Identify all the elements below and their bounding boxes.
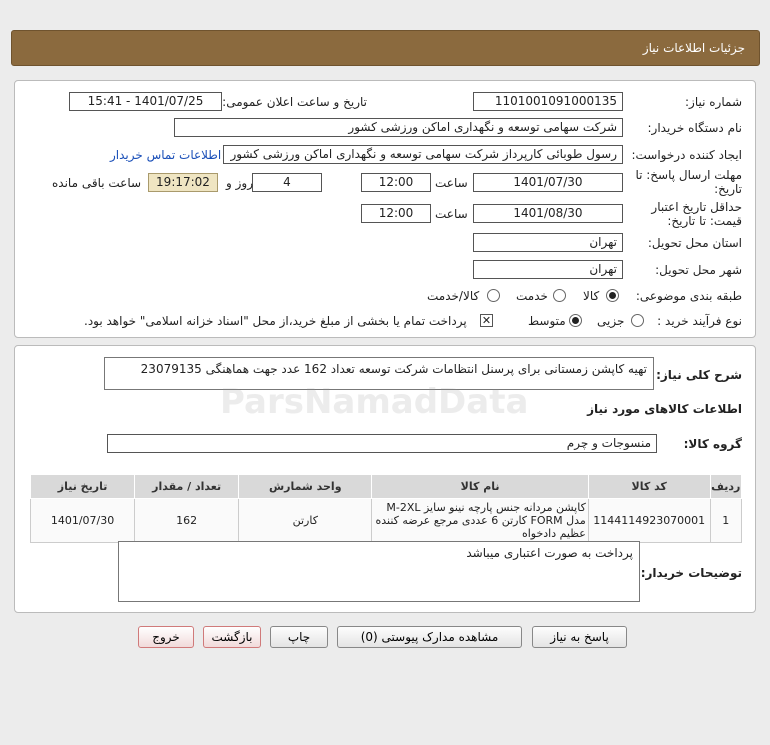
category-radio-goods-service[interactable] (487, 289, 500, 302)
buyer-notes-field: پرداخت به صورت اعتباری میباشد (118, 541, 640, 602)
col-unit: واحد شمارش (239, 475, 372, 499)
creator-field: رسول طوبائی کارپرداز شرکت سهامی توسعه و نگهداری اماکن ورزشی کشور (223, 145, 623, 164)
goods-heading: اطلاعات کالاهای مورد نیاز (587, 402, 742, 416)
need-number-field: 1101001091000135 (473, 92, 623, 111)
process-label: نوع فرآیند خرید : (657, 314, 742, 328)
price-validity-time-field: 12:00 (361, 204, 431, 223)
back-button[interactable]: بازگشت (203, 626, 261, 648)
creator-label: ایجاد کننده درخواست: (631, 148, 742, 162)
remaining-days-field: 4 (252, 173, 322, 192)
reply-deadline-label: مهلت ارسال پاسخ: تا تاریخ: (635, 168, 742, 196)
delivery-city-label: شهر محل تحویل: (655, 263, 742, 277)
delivery-province-label: استان محل تحویل: (647, 236, 742, 250)
summary-field: تهیه کاپشن زمستانی برای پرسنل انتظامات شرکت توسعه تعداد 162 عدد جهت هماهنگی 23079135 (104, 357, 654, 390)
treasury-payment-note: پرداخت تمام یا بخشی از مبلغ خرید،از محل "اسناد خزانه اسلامی" خواهد بود. (84, 314, 467, 328)
attachments-button[interactable]: مشاهده مدارک پیوستی (0) (337, 626, 522, 648)
delivery-province-field: تهران (473, 233, 623, 252)
treasury-payment-checkbox[interactable]: ✕ (481, 314, 492, 327)
category-option-goods-service: کالا/خدمت (427, 289, 480, 303)
process-radio-medium[interactable] (569, 314, 582, 327)
remaining-time-field: 19:17:02 (148, 173, 218, 192)
process-option-medium: متوسط (528, 314, 566, 328)
summary-label: شرح کلی نیاز: (656, 368, 742, 382)
table-row[interactable] (31, 499, 742, 543)
buyer-contact-link[interactable]: اطلاعات تماس خریدار (110, 148, 222, 162)
row-date: 1401/07/30 (31, 499, 135, 543)
days-label: روز و (226, 176, 253, 190)
reply-time-field: 12:00 (361, 173, 431, 192)
remaining-label: ساعت باقی مانده (52, 176, 142, 190)
col-index: ردیف (710, 475, 741, 499)
process-radio-minor[interactable] (631, 314, 644, 327)
price-validity-time-label: ساعت (435, 207, 468, 221)
row-qty: 162 (135, 499, 239, 543)
announce-field: 1401/07/25 - 15:41 (69, 92, 222, 111)
goods-group-label: گروه کالا: (683, 437, 742, 451)
delivery-city-field: تهران (473, 260, 623, 279)
row-index: 1 (710, 499, 741, 543)
price-validity-date-field: 1401/08/30 (473, 204, 623, 223)
process-option-minor: جزیی (597, 314, 625, 328)
page-title: جزئیات اطلاعات نیاز (642, 41, 745, 55)
category-radio-goods[interactable] (606, 289, 619, 302)
exit-button[interactable]: خروج (138, 626, 194, 648)
reply-time-label: ساعت (435, 176, 468, 190)
col-qty: تعداد / مقدار (135, 475, 239, 499)
category-option-service: خدمت (516, 289, 548, 303)
table-header-row (31, 475, 742, 499)
category-label: طبقه بندی موضوعی: (635, 289, 742, 303)
col-name: نام کالا (372, 475, 588, 499)
col-date: تاریخ نیاز (31, 475, 135, 499)
row-name: کاپشن مردانه جنس پارچه نینو سایز M-2XL مدل FORM کارتن 6 عددی مرجع عرضه کننده عظیم دادخواه (372, 499, 588, 543)
page-header (11, 30, 760, 66)
row-code: 1144114923070001 (588, 499, 710, 543)
need-number-label: شماره نیاز: (685, 95, 742, 109)
goods-group-field: منسوجات و چرم (107, 434, 657, 453)
reply-date-field: 1401/07/30 (473, 173, 623, 192)
buyer-org-label: نام دستگاه خریدار: (647, 121, 742, 135)
col-code: کد کالا (588, 475, 710, 499)
reply-button[interactable]: پاسخ به نیاز (532, 626, 627, 648)
row-unit: کارتن (239, 499, 372, 543)
buyer-notes-label: توضیحات خریدار: (640, 566, 742, 580)
print-button[interactable]: چاپ (270, 626, 328, 648)
price-validity-label: حداقل تاریخ اعتبار قیمت: تا تاریخ: (651, 200, 742, 228)
announce-label: تاریخ و ساعت اعلان عمومی: (222, 95, 367, 109)
buyer-org-field: شرکت سهامی توسعه و نگهداری اماکن ورزشی کشور (174, 118, 623, 137)
category-radio-service[interactable] (553, 289, 566, 302)
category-option-goods: کالا (583, 289, 600, 303)
goods-table (30, 474, 742, 543)
